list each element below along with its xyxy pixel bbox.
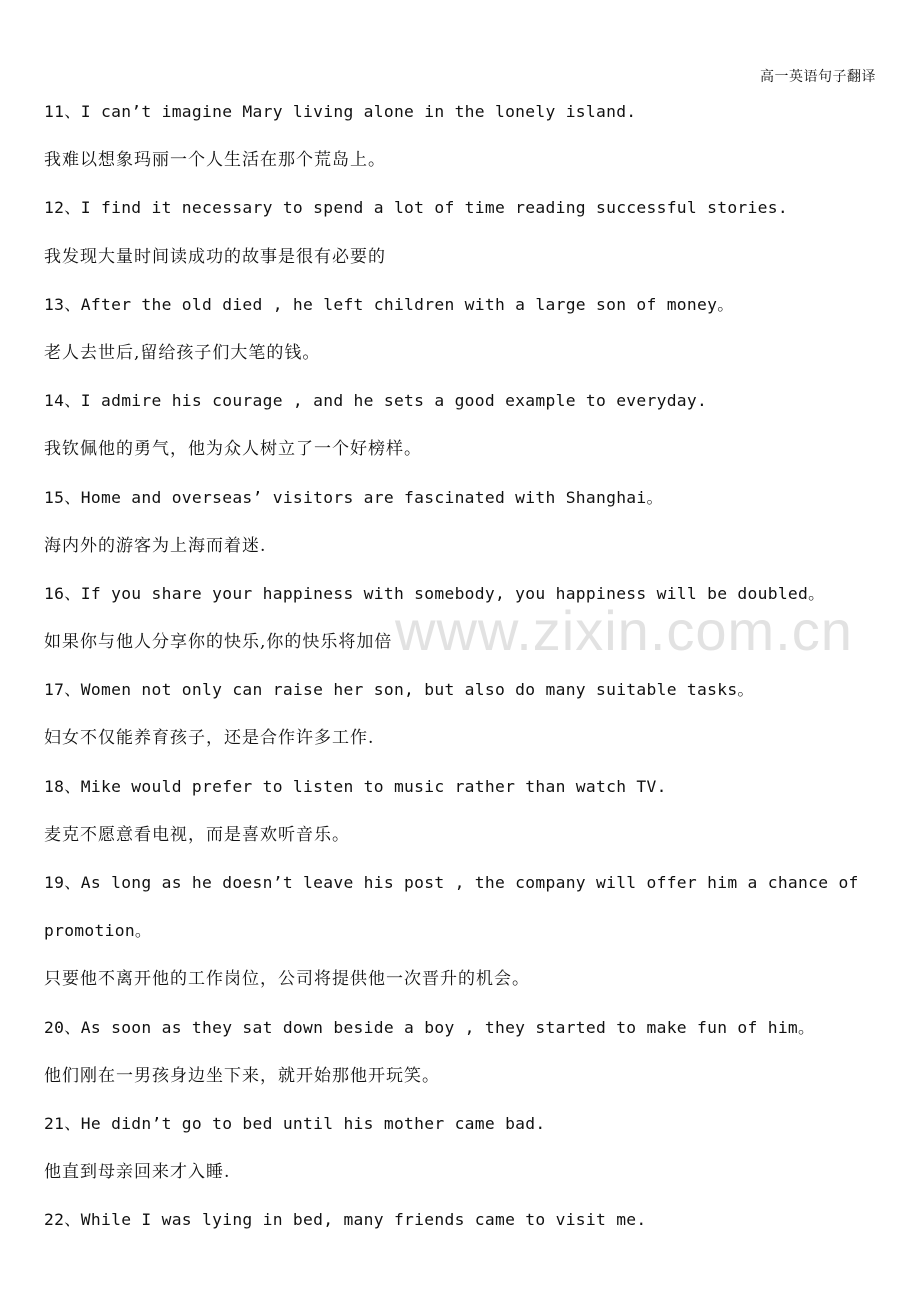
chinese-translation-line: 只要他不离开他的工作岗位，公司将提供他一次晋升的机会。 <box>44 969 530 990</box>
chinese-translation-line: 如果你与他人分享你的快乐,你的快乐将加倍 <box>44 632 393 653</box>
english-sentence-line: 21、He didn’t go to bed until his mother came bad. <box>44 1113 546 1133</box>
chinese-translation-line: 我发现大量时间读成功的故事是很有必要的 <box>44 246 386 267</box>
english-sentence-line: 22、While I was lying in bed, many friends came to visit me. <box>44 1210 647 1230</box>
english-sentence-line: 20、As soon as they sat down beside a boy , they started to make fun of him。 <box>44 1017 815 1037</box>
chinese-translation-line: 他直到母亲回来才入睡. <box>44 1162 231 1183</box>
english-sentence-line: 16、If you share your happiness with somebody, you happiness will be doubled。 <box>44 583 825 603</box>
english-sentence-line: 12、I find it necessary to spend a lot of time reading successful stories. <box>44 198 788 218</box>
english-sentence-line: 14、I admire his courage , and he sets a good example to everyday. <box>44 391 708 411</box>
chinese-translation-line: 他们刚在一男孩身边坐下来，就开始那他开玩笑。 <box>44 1065 440 1086</box>
english-sentence-line: 15、Home and overseas’ visitors are fascinated with Shanghai。 <box>44 487 664 507</box>
watermark: www.zixin.com.cn <box>395 599 853 662</box>
chinese-translation-line: 我难以想象玛丽一个人生活在那个荒岛上。 <box>44 150 386 171</box>
page-header-title: 高一英语句子翻译 <box>760 69 876 85</box>
english-sentence-line: 13、After the old died , he left children with a large son of money。 <box>44 294 734 314</box>
english-sentence-line: 17、Women not only can raise her son, but also do many suitable tasks。 <box>44 680 755 700</box>
english-sentence-line: promotion。 <box>44 921 152 941</box>
chinese-translation-line: 妇女不仅能养育孩子，还是合作许多工作. <box>44 728 375 749</box>
chinese-translation-line: 麦克不愿意看电视，而是喜欢听音乐。 <box>44 824 350 845</box>
english-sentence-line: 19、As long as he doesn’t leave his post , the company will offer him a chance of <box>44 873 859 892</box>
chinese-translation-line: 老人去世后,留给孩子们大笔的钱。 <box>44 342 321 363</box>
english-sentence-line: 11、I can’t imagine Mary living alone in the lonely island. <box>44 102 637 121</box>
chinese-translation-line: 我钦佩他的勇气，他为众人树立了一个好榜样。 <box>44 439 422 460</box>
english-sentence-line: 18、Mike would prefer to listen to music rather than watch TV. <box>44 776 667 796</box>
chinese-translation-line: 海内外的游客为上海而着迷. <box>44 535 267 556</box>
document-body <box>44 96 880 1253</box>
